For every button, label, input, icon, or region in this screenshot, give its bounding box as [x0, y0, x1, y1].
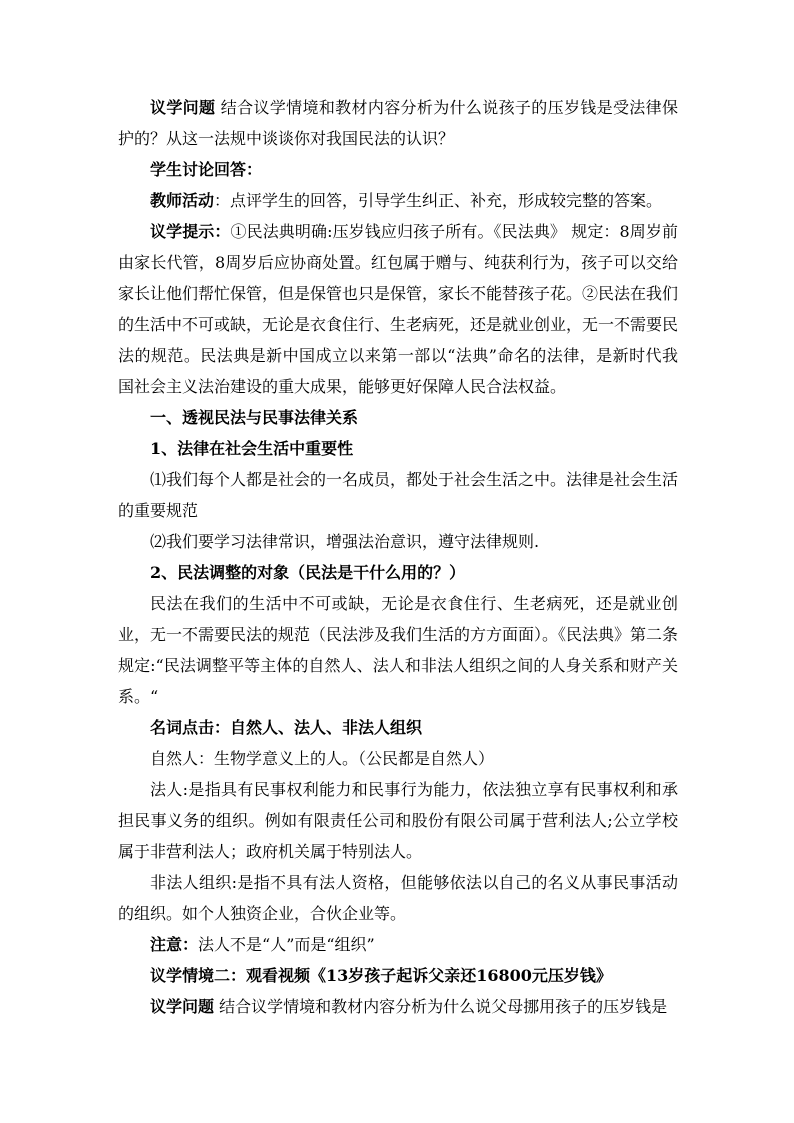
paragraph-legal-person: 法人:是指具有民事权利能力和民事行为能力，依法独立享有民事权利和承担民事义务的组织。例如有限责任公司和股份有限公司属于营利法人;公立学校属于非营利法人；政府机关属于特别法人。	[118, 780, 678, 861]
paragraph-natural-person: 自然人：生物学意义上的人。（公民都是自然人）	[150, 749, 495, 768]
paragraph-importance-2: ⑵我们要学习法律常识，增强法治意识，遵守法律规则.	[150, 532, 540, 551]
hint-label: 议学提示：	[150, 222, 231, 241]
student-discussion-label: 学生讨论回答：	[150, 160, 263, 179]
hint-paragraph	[118, 216, 678, 402]
subsection-heading-2: 2、民法调整的对象（民法是干什么用的？）	[150, 563, 466, 582]
hint-text: ①民法典明确:压岁钱应归孩子所有。《民法典》 规定：8周岁前由家长代管，8周岁后应协商处置。红包属于赠与、纯获利行为，孩子可以交给家长让他们帮忙保管，但是保管也只是保管，家长不能替孩子花。②民法在我们的生活中不可或缺，无论是衣食住行、生老病死，还是就业创业，无一不需要民法的规范。民法典是新中国成立以来第一部以“法典”命名的法律，是新时代我国社会主义法治建设的重大成果，能够更好保障人民合法权益。	[118, 222, 679, 396]
question-paragraph-1	[118, 92, 678, 154]
teacher-activity-text: ：点评学生的回答，引导学生纠正、补充，形成较完整的答案。	[214, 191, 663, 210]
question-label-2: 议学问题	[150, 997, 215, 1016]
question-text: 结合议学情境和教材内容分析为什么说孩子的压岁钱是受法律保护的？从这一法规中谈谈你对我国民法的认识？	[118, 98, 678, 148]
subsection-heading-1: 1、法律在社会生活中重要性	[150, 439, 354, 458]
teacher-activity-paragraph	[118, 185, 678, 216]
note-paragraph	[118, 929, 678, 960]
paragraph-importance-1: ⑴我们每个人都是社会的一名成员，都处于社会生活之中。法律是社会生活的重要规范	[118, 470, 679, 520]
note-text: 法人不是“人”而是“组织”	[198, 935, 375, 954]
question-paragraph-2	[118, 991, 678, 1022]
terms-heading: 名词点击：自然人、法人、非法人组织	[150, 718, 423, 737]
section-heading-1: 一、透视民法与民事法律关系	[150, 408, 359, 427]
question-label: 议学问题	[150, 98, 216, 117]
note-label: 注意：	[150, 935, 199, 954]
teacher-activity-label: 教师活动	[150, 191, 215, 210]
paragraph-unincorporated-org: 非法人组织:是指不具有法人资格，但能够依法以自己的名义从事民事活动的组织。如个人独资企业，合伙企业等。	[118, 873, 678, 923]
document-body	[118, 92, 678, 1022]
paragraph-civil-law-scope: 民法在我们的生活中不可或缺，无论是衣食住行、生老病死，还是就业创业，无一不需要民法的规范（民法涉及我们生活的方方面面）。《民法典》第二条规定:“民法调整平等主体的自然人、法人和非法人组织之间的人身关系和财产关系。“	[118, 594, 679, 706]
scenario-two-heading: 议学情境二：观看视频《13岁孩子起诉父亲还16800元压岁钱》	[150, 966, 612, 985]
question-text-2: 结合议学情境和教材内容分析为什么说父母挪用孩子的压岁钱是	[214, 997, 668, 1016]
